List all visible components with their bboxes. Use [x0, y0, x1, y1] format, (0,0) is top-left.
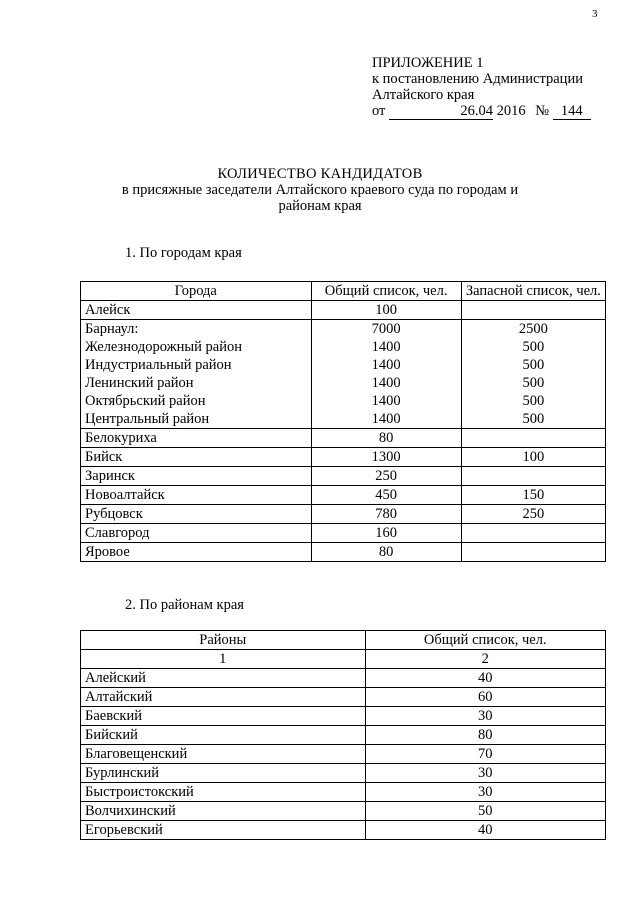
column-header-districts: Районы	[81, 631, 366, 650]
appendix-title: ПРИЛОЖЕНИЕ 1	[372, 55, 484, 71]
total-cell: 1400	[311, 410, 461, 429]
total-cell: 7000	[311, 320, 461, 339]
column-header-cities: Города	[81, 282, 312, 301]
total-cell: 30	[365, 764, 605, 783]
table-row	[81, 707, 606, 726]
title-sub-line2: районам края	[278, 198, 362, 214]
total-cell: 450	[311, 486, 461, 505]
total-cell: 50	[365, 802, 605, 821]
appendix-block	[372, 55, 591, 120]
reserve-cell	[461, 467, 605, 486]
total-cell: 80	[311, 429, 461, 448]
district-name-cell: Волчихинский	[81, 802, 366, 821]
reserve-cell: 500	[461, 392, 605, 410]
city-name-cell: Индустриальный район	[81, 356, 312, 374]
section1-heading: 1. По городам края	[125, 245, 242, 261]
reserve-cell	[461, 524, 605, 543]
table-row	[81, 486, 606, 505]
total-cell: 160	[311, 524, 461, 543]
total-cell: 40	[365, 821, 605, 840]
table-row	[81, 764, 606, 783]
number-sign: №	[535, 103, 550, 119]
table-header-row	[81, 631, 606, 650]
table-row	[81, 320, 606, 339]
city-name-cell: Бийск	[81, 448, 312, 467]
table-row	[81, 356, 606, 374]
reserve-cell	[461, 301, 605, 320]
table-row	[81, 726, 606, 745]
total-cell: 100	[311, 301, 461, 320]
title-main: КОЛИЧЕСТВО КАНДИДАТОВ	[217, 166, 423, 182]
city-name-cell: Славгород	[81, 524, 312, 543]
document-title	[100, 166, 540, 214]
reserve-cell: 150	[461, 486, 605, 505]
column-index-2: 2	[365, 650, 605, 669]
appendix-date-line	[372, 103, 591, 120]
table-row	[81, 505, 606, 524]
city-name-cell: Алейск	[81, 301, 312, 320]
city-name-cell: Новоалтайск	[81, 486, 312, 505]
city-name-cell: Центральный район	[81, 410, 312, 429]
total-cell: 780	[311, 505, 461, 524]
page-number: 3	[592, 8, 598, 20]
table-row	[81, 669, 606, 688]
district-name-cell: Алтайский	[81, 688, 366, 707]
total-cell: 80	[365, 726, 605, 745]
table-row	[81, 338, 606, 356]
reserve-cell: 500	[461, 338, 605, 356]
city-name-cell: Железнодорожный район	[81, 338, 312, 356]
total-cell: 1400	[311, 392, 461, 410]
district-name-cell: Благовещенский	[81, 745, 366, 764]
district-name-cell: Быстроистокский	[81, 783, 366, 802]
table-row	[81, 821, 606, 840]
column-header-reserve: Запасной список, чел.	[461, 282, 605, 301]
appendix-line1: к постановлению Администрации	[372, 71, 583, 87]
appendix-line2: Алтайского края	[372, 87, 475, 103]
reserve-cell: 500	[461, 374, 605, 392]
table-row	[81, 524, 606, 543]
from-label: от	[372, 103, 386, 119]
total-cell: 70	[365, 745, 605, 764]
city-name-cell: Октябрьский район	[81, 392, 312, 410]
reserve-cell	[461, 429, 605, 448]
total-cell: 30	[365, 707, 605, 726]
table-row	[81, 429, 606, 448]
city-name-cell: Белокуриха	[81, 429, 312, 448]
district-name-cell: Алейский	[81, 669, 366, 688]
table-header-row	[81, 282, 606, 301]
appendix-year: 2016	[496, 103, 526, 119]
total-cell: 1400	[311, 356, 461, 374]
total-cell: 1300	[311, 448, 461, 467]
total-cell: 1400	[311, 338, 461, 356]
column-index-1: 1	[81, 650, 366, 669]
table-row	[81, 745, 606, 764]
table-row	[81, 410, 606, 429]
districts-table	[80, 630, 606, 840]
total-cell: 30	[365, 783, 605, 802]
table-row	[81, 448, 606, 467]
column-header-total: Общий список, чел.	[311, 282, 461, 301]
table-row	[81, 392, 606, 410]
reserve-cell: 100	[461, 448, 605, 467]
appendix-number: 144	[553, 103, 591, 120]
city-name-cell: Барнаул:	[81, 320, 312, 339]
total-cell: 1400	[311, 374, 461, 392]
city-name-cell: Яровое	[81, 543, 312, 562]
district-name-cell: Егорьевский	[81, 821, 366, 840]
city-name-cell: Ленинский район	[81, 374, 312, 392]
reserve-cell	[461, 543, 605, 562]
total-cell: 80	[311, 543, 461, 562]
appendix-date: 26.04	[389, 103, 493, 120]
table-row	[81, 802, 606, 821]
reserve-cell: 250	[461, 505, 605, 524]
section2-heading: 2. По районам края	[125, 597, 244, 613]
reserve-cell: 500	[461, 356, 605, 374]
table-row	[81, 543, 606, 562]
table-row	[81, 467, 606, 486]
district-name-cell: Бурлинский	[81, 764, 366, 783]
title-sub-line1: в присяжные заседатели Алтайского краевого суда по городам и	[121, 182, 519, 198]
table-row	[81, 783, 606, 802]
district-name-cell: Бийский	[81, 726, 366, 745]
total-cell: 60	[365, 688, 605, 707]
table-row	[81, 688, 606, 707]
reserve-cell: 500	[461, 410, 605, 429]
total-cell: 250	[311, 467, 461, 486]
city-name-cell: Рубцовск	[81, 505, 312, 524]
total-cell: 40	[365, 669, 605, 688]
column-header-total: Общий список, чел.	[365, 631, 605, 650]
cities-table	[80, 281, 606, 562]
table-row	[81, 301, 606, 320]
district-name-cell: Баевский	[81, 707, 366, 726]
column-index-row	[81, 650, 606, 669]
reserve-cell: 2500	[461, 320, 605, 339]
table-row	[81, 374, 606, 392]
city-name-cell: Заринск	[81, 467, 312, 486]
